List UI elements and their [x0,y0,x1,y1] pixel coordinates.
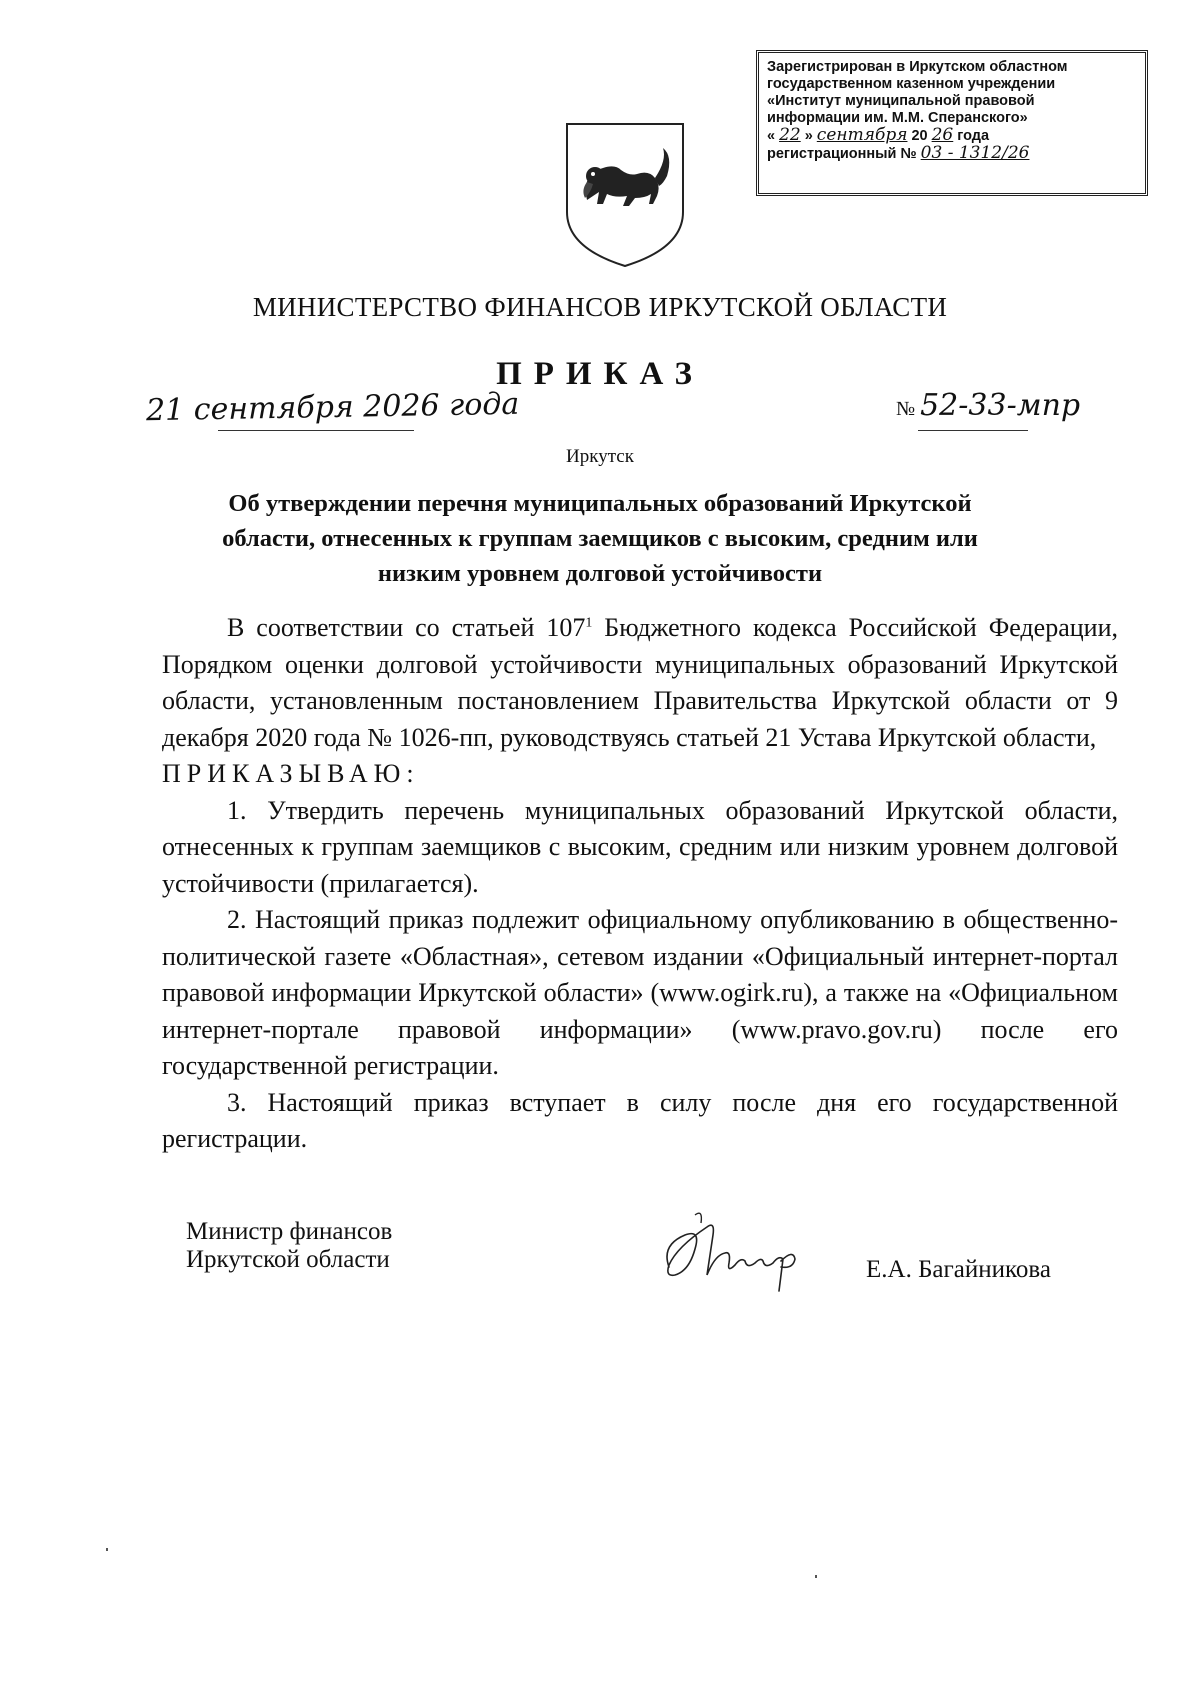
ministry-name: МИНИСТЕРСТВО ФИНАНСОВ ИРКУТСКОЙ ОБЛАСТИ [252,292,948,322]
date-underline [218,430,414,431]
stamp-line-1: Зарегистрирован в Иркутском областном [767,59,1068,75]
document-body [162,610,1118,1158]
signatory-title [186,1218,392,1274]
stamp-year-prefix: 20 [911,128,928,144]
stamp-year-suffix: 26 [931,125,954,145]
stamp-day: 22 [779,125,801,145]
stamp-month: сентября [816,125,908,145]
item-3: 3. Настоящий приказ вступает в силу после дня его государственной регистрации. [162,1087,1118,1153]
handwritten-signature-icon [655,1205,825,1295]
intro-paragraph [162,610,1118,756]
stamp-line-4: информации им. М.М. Сперанского» [767,110,1028,126]
decree-word: ПРИКАЗЫВАЮ: [162,759,420,788]
intro-part-2: Бюджетного кодекса Российской Федерации, Порядком оценки долговой устойчивости муниципальных образований Иркутской области, установленным постановлением Правительства Иркутской области от 9 декабря 2020 года № 1026-пп, руководствуясь статьей 21 Устава Иркутской области, [162,613,1118,752]
order-number: 52-33-мпр [920,388,1081,423]
item-2: 2. Настоящий приказ подлежит официальному опубликованию в общественно-политической газете «Областная», сетевом издании «Официальный интернет-портал правовой информации Иркутской области» (www.ogirk.ru), а также на «Официальном интернет-портале правовой информации» (www.pravo.gov.ru) после его государственной регистрации. [162,905,1118,1080]
document-heading: Об утверждении перечня муниципальных образований Иркутской области, отнесенных к группам заемщиков с высоким, средним или низким уровнем долговой устойчивости [222,490,978,587]
coat-of-arms-icon [563,120,687,270]
stamp-line-3: «Институт муниципальной правовой [767,93,1035,109]
order-number-label: № [896,398,916,420]
stamp-year-word: года [957,128,990,144]
city: Иркутск [566,446,634,467]
stamp-date-row: « 22 » сентября 20 26 года [767,125,990,145]
scan-speck [815,1575,817,1578]
order-title: ПРИКАЗ [496,356,704,392]
order-number-block [896,388,1080,423]
registration-stamp [756,50,1148,196]
intro-superscript: 1 [585,615,593,631]
signatory-title-line-1: Министр финансов [186,1218,393,1245]
number-underline [918,430,1028,431]
stamp-line-2: государственном казенном учреждении [767,76,1056,92]
signatory-title-line-2: Иркутской области [186,1246,390,1273]
item-1: 1. Утвердить перечень муниципальных образований Иркутской области, отнесенных к группам заемщиков с высоким, средним или низким уровнем долговой устойчивости (прилагается). [162,795,1118,898]
order-date: 21 сентября 2026 года [145,386,520,429]
stamp-reg-row [767,145,1137,163]
stamp-reg-number: 03 - 1312/26 [920,143,1030,163]
stamp-reg-label: регистрационный № [767,146,917,162]
signatory-name: Е.А. Багайникова [866,1256,1051,1283]
intro-part-1: В соответствии со статьей 107 [227,613,586,642]
scan-speck [106,1548,108,1551]
